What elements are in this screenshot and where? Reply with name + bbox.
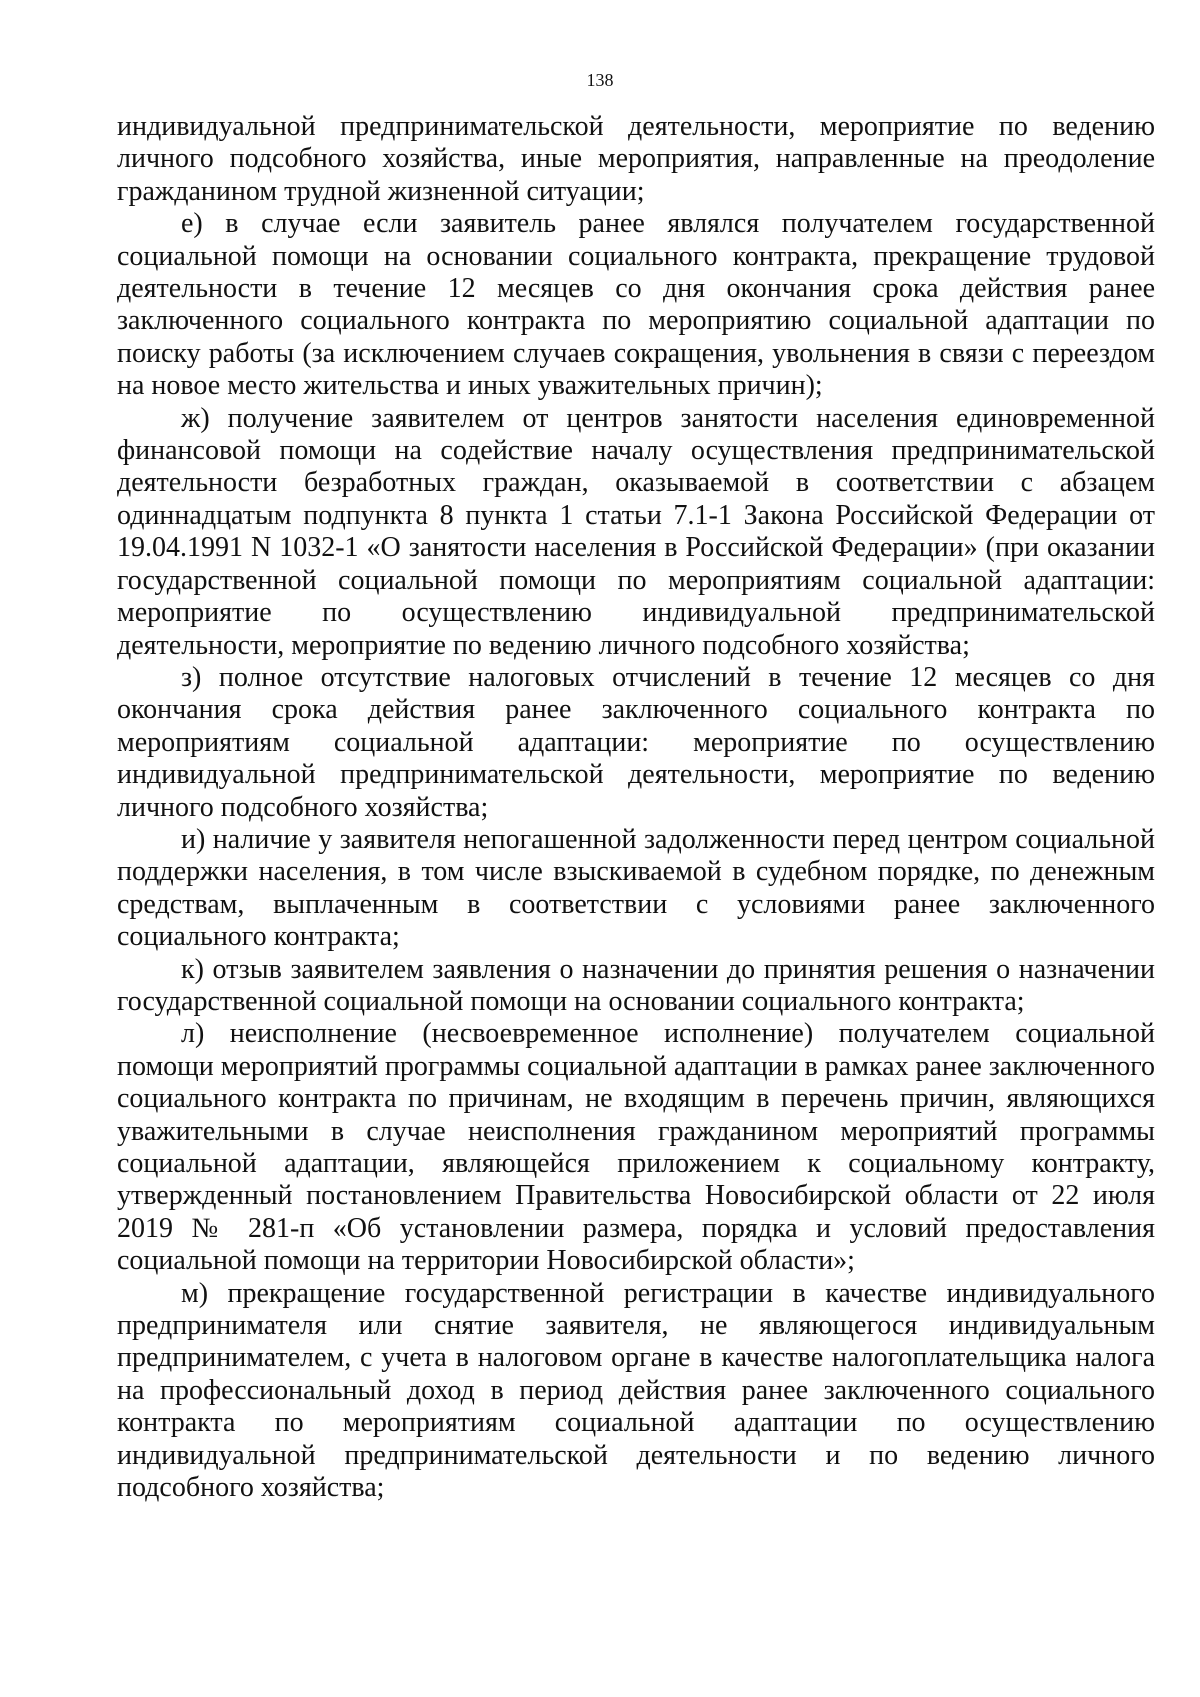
paragraph-item-z: з) полное отсутствие налоговых отчислений в течение 12 месяцев со дня окончания срока действия ранее заключенного социального контракта по мероприятиям социальной адаптации: мероприятие по осуществлению индивидуальной предпринимательской деятельности, мероприятие по ведению личного подсобного хозяйства; (117, 661, 1155, 823)
paragraph-item-zh: ж) получение заявителем от центров занятости населения единовременной финансовой помощи на содействие началу осуществления предпринимательской деятельности безработных граждан, оказываемой в соответствии с абзацем одиннадцатым подпункта 8 пункта 1 статьи 7.1-1 Закона Российской Федерации от 19.04.1991 N 1032-1 «О занятости населения в Российской Федерации» (при оказании государственной социальной помощи по мероприятиям социальной адаптации: мероприятие по осуществлению индивидуальной предпринимательской деятельности, мероприятие по ведению личного подсобного хозяйства; (117, 402, 1155, 661)
paragraph-item-m: м) прекращение государственной регистрации в качестве индивидуального предпринимателя или снятие заявителя, не являющегося индивидуальным предпринимателем, с учета в налоговом органе в качестве налогоплательщика налога на профессиональный доход в период действия ранее заключенного социального контракта по мероприятиям социальной адаптации по осуществлению индивидуальной предпринимательской деятельности и по ведению личного подсобного хозяйства; (117, 1277, 1155, 1504)
page-number: 138 (586, 70, 614, 90)
document-body (117, 111, 1155, 1504)
paragraph-continuation: индивидуальной предпринимательской деятельности, мероприятие по ведению личного подсобного хозяйства, иные мероприятия, направленные на преодоление гражданином трудной жизненной ситуации; (117, 111, 1155, 207)
paragraph-item-l: л) неисполнение (несвоевременное исполнение) получателем социальной помощи мероприятий программы социальной адаптации в рамках ранее заключенного социального контракта по причинам, не входящим в перечень причин, являющихся уважительными в случае неисполнения гражданином мероприятий программы социальной адаптации, являющейся приложением к социальному контракту, утвержденный постановлением Правительства Новосибирской области от 22 июля 2019 № 281-п «Об установлении размера, порядка и условий предоставления социальной помощи на территории Новосибирской области»; (117, 1018, 1155, 1277)
paragraph-item-e: е) в случае если заявитель ранее являлся получателем государственной социальной помощи на основании социального контракта, прекращение трудовой деятельности в течение 12 месяцев со дня окончания срока действия ранее заключенного социального контракта по мероприятию социальной адаптации по поиску работы (за исключением случаев сокращения, увольнения в связи с переездом на новое место жительства и иных уважительных причин); (117, 208, 1155, 402)
paragraph-item-i: и) наличие у заявителя непогашенной задолженности перед центром социальной поддержки населения, в том числе взыскиваемой в судебном порядке, по денежным средствам, выплаченным в соответствии с условиями ранее заключенного социального контракта; (117, 823, 1155, 953)
paragraph-item-k: к) отзыв заявителем заявления о назначении до принятия решения о назначении государственной социальной помощи на основании социального контракта; (117, 953, 1155, 1017)
